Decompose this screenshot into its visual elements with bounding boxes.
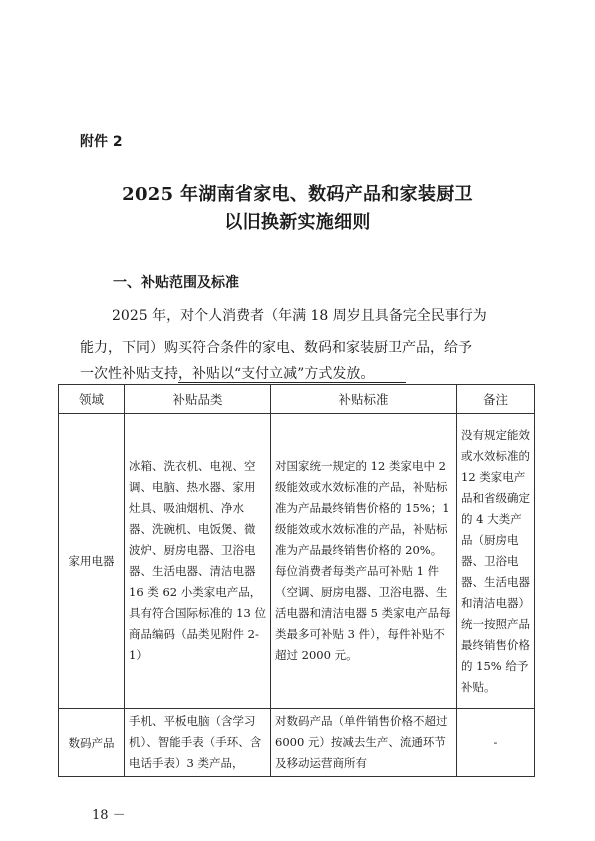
attachment-label: 附件 2 — [80, 134, 123, 150]
cell-note: - — [457, 709, 535, 777]
header-categories: 补贴品类 — [125, 385, 271, 414]
section-heading: 一、补贴范围及标准 — [113, 275, 239, 291]
intro-line-2: 能力，下同）购买符合条件的家电、数码和家装厨卫产品，给予 — [80, 340, 472, 356]
cell-categories: 冰箱、洗衣机、电视、空调、电脑、热水器、家用灶具、吸油烟机、净水器、洗碗机、电饭煲、微波炉、厨房电器、卫浴电器、生活电器、清洁电器 16 类 62 小类家电产品，具有符合国际标准的 13 位商品编码（品类见附件 2-1） — [125, 414, 271, 709]
header-note: 备注 — [457, 385, 535, 414]
emphasis-underline — [178, 382, 406, 383]
document-title-line2: 以旧换新实施细则 — [224, 212, 371, 233]
table-row — [59, 709, 535, 777]
cell-note: 没有规定能效或水效标准的 12 类家电产品和省级确定的 4 大类产品（厨房电器、卫浴电器、生活电器和清洁电器）统一按照产品最终销售价格的 15% 给予补贴。 — [457, 414, 535, 709]
document-title-line1: 2025 年湖南省家电、数码产品和家装厨卫 — [122, 184, 473, 205]
header-domain: 领域 — [59, 385, 125, 414]
table-row — [59, 414, 535, 709]
cell-standard: 对数码产品（单件销售价格不超过 6000 元）按减去生产、流通环节及移动运营商所有 — [271, 709, 457, 777]
intro-line-3: 一次性补贴支持，补贴以“支付立减”方式发放。 — [80, 366, 375, 382]
intro-line-1: 2025 年，对个人消费者（年满 18 周岁且具备完全民事行为 — [112, 308, 487, 324]
header-standard: 补贴标准 — [271, 385, 457, 414]
page-number: 18 － — [92, 808, 126, 823]
cell-domain: 数码产品 — [59, 709, 125, 777]
table-header-row — [59, 385, 535, 414]
cell-standard: 对国家统一规定的 12 类家电中 2 级能效或水效标准的产品，补贴标准为产品最终销售价格的 15%；1 级能效或水效标准的产品，补贴标准为产品最终销售价格的 20%。每位消费者每类产品可补贴 1 件（空调、厨房电器、卫浴电器、生活电器和清洁电器 5 类家电产品每类最多可补贴 3 件），每件补贴不超过 2000 元。 — [271, 414, 457, 709]
cell-domain: 家用电器 — [59, 414, 125, 709]
subsidy-table — [58, 384, 535, 777]
cell-categories: 手机、平板电脑（含学习机）、智能手表（手环、含电话手表）3 类产品， — [125, 709, 271, 777]
